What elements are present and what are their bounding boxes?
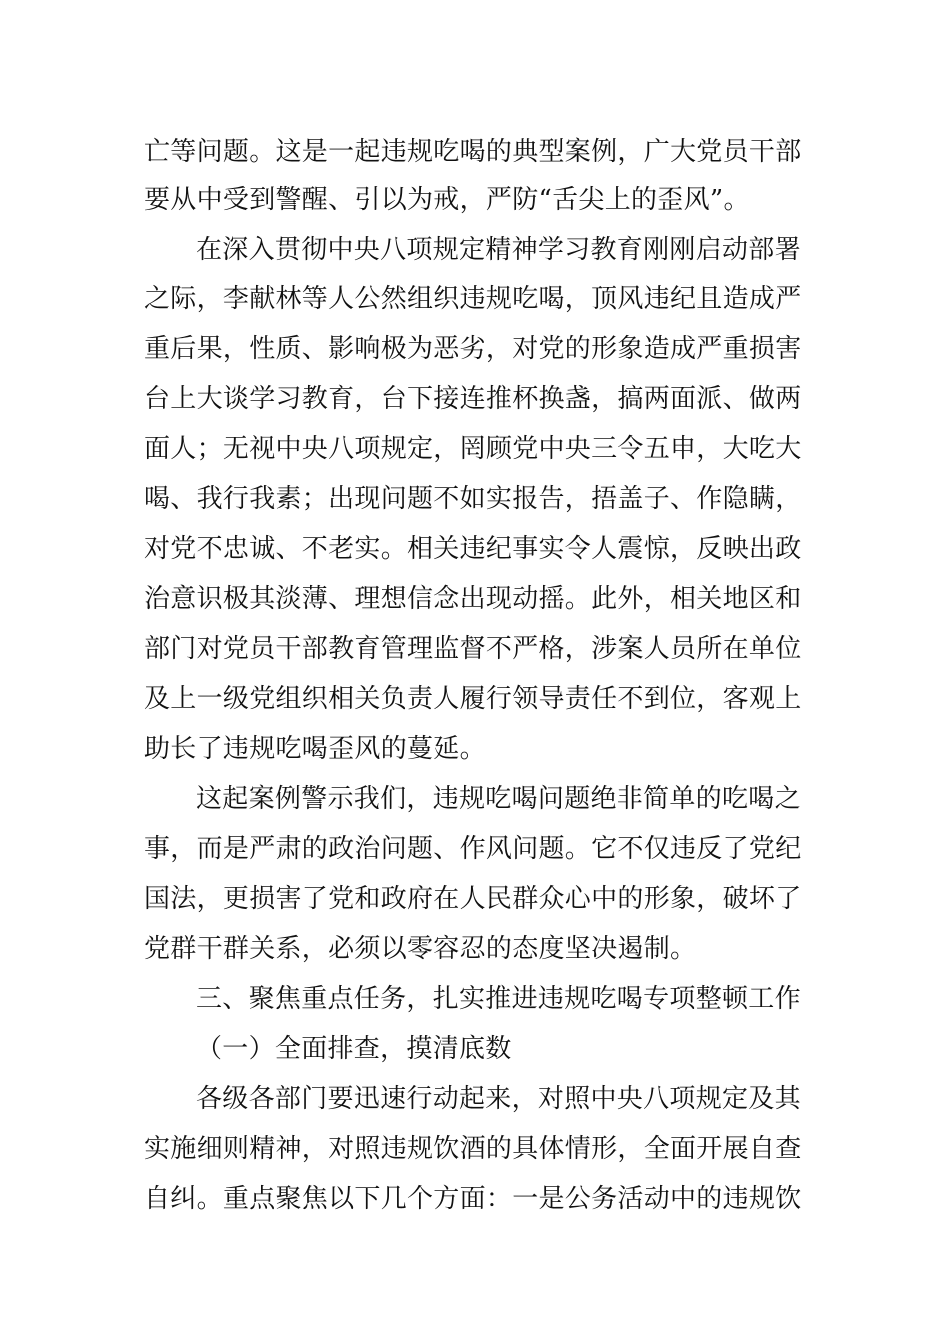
text-line-21: 实施细则精神，对照违规饮酒的具体情形，全面开展自查 (144, 1134, 802, 1164)
text-line-15: 事，而是严肃的政治问题、作风问题。它不仅违反了党纪 (144, 834, 802, 864)
text-line-2: 要从中受到警醒、引以为戒，严防“舌尖上的歪风”。 (144, 185, 750, 215)
text-line-8: 喝、我行我素；出现问题不如实报告，捂盖子、作隐瞒， (144, 484, 802, 514)
text-line-6: 台上大谈学习教育，台下接连推杯换盏，搞两面派、做两 (144, 384, 802, 414)
paragraph-start-line: 这起案例警示我们，违规吃喝问题绝非简单的吃喝之 (196, 784, 801, 814)
section-heading: 三、聚焦重点任务，扎实推进违规吃喝专项整顿工作 (196, 984, 801, 1014)
text-line-10: 治意识极其淡薄、理想信念出现动摇。此外，相关地区和 (144, 584, 802, 614)
text-line-9: 对党不忠诚、不老实。相关违纪事实令人震惊，反映出政 (144, 534, 802, 564)
text-line-11: 部门对党员干部教育管理监督不严格，涉案人员所在单位 (144, 634, 802, 664)
subsection-heading: （一）全面排查，摸清底数 (196, 1034, 512, 1064)
text-line-12: 及上一级党组织相关负责人履行领导责任不到位，客观上 (144, 684, 802, 714)
text-line-13: 助长了违规吃喝歪风的蔓延。 (144, 734, 486, 764)
text-line-1: 亡等问题。这是一起违规吃喝的典型案例，广大党员干部 (144, 137, 802, 167)
text-line-5: 重后果，性质、影响极为恶劣，对党的形象造成严重损害 (144, 334, 802, 364)
text-line-7: 面人；无视中央八项规定，罔顾党中央三令五申，大吃大 (144, 434, 802, 464)
text-line-4: 之际，李献林等人公然组织违规吃喝，顶风违纪且造成严 (144, 284, 802, 314)
paragraph-start-line: 各级各部门要迅速行动起来，对照中央八项规定及其 (196, 1084, 801, 1114)
text-line-17: 党群干群关系，必须以零容忍的态度坚决遏制。 (144, 934, 697, 964)
text-line-22: 自纠。重点聚焦以下几个方面：一是公务活动中的违规饮 (144, 1184, 802, 1214)
paragraph-start-line: 在深入贯彻中央八项规定精神学习教育刚刚启动部署 (196, 235, 801, 265)
text-line-16: 国法，更损害了党和政府在人民群众心中的形象，破坏了 (144, 884, 802, 914)
